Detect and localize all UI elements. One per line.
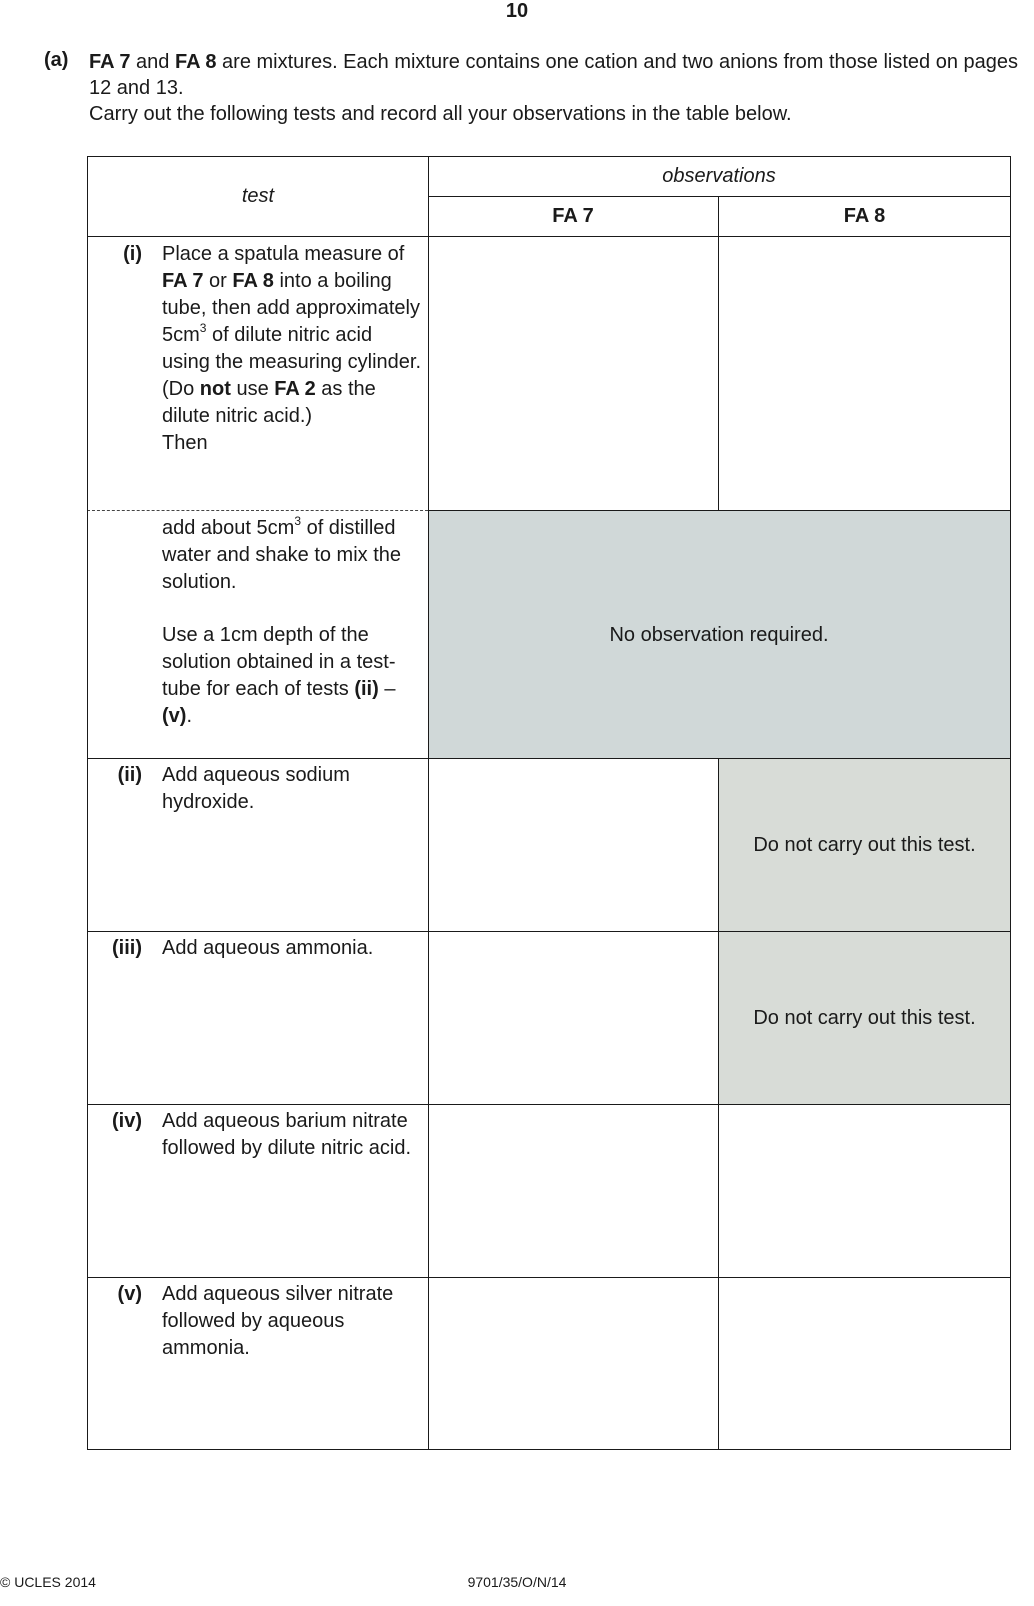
header-fa7: FA 7 xyxy=(552,205,594,227)
header-observations: observations xyxy=(662,165,776,187)
test-number-i: (i) xyxy=(123,243,142,265)
intro-fa8: FA 8 xyxy=(174,51,217,73)
answer-cell-v-fa8[interactable] xyxy=(719,1278,1010,1449)
test-iv-instruction: Add aqueous barium nitrate followed by dilute nitric acid. xyxy=(162,1110,412,1159)
question-intro xyxy=(89,49,1034,127)
intro-and: and xyxy=(130,51,175,73)
answer-cell-v-fa7[interactable] xyxy=(429,1278,718,1449)
test-i-usage-note: Use a 1cm depth of the solution obtained in a test-tube for each of tests (ii) – (v). xyxy=(162,624,396,727)
test-v-instruction: Add aqueous silver nitrate followed by aqueous ammonia. xyxy=(162,1283,394,1359)
no-observation-note: No observation required. xyxy=(609,624,829,646)
header-test: test xyxy=(241,185,275,207)
intro-instruction: Carry out the following tests and record all your observations in the table below. xyxy=(89,103,792,125)
fa8-skip-note-iii: Do not carry out this test. xyxy=(753,1007,976,1029)
answer-cell-i-fa7[interactable] xyxy=(429,237,718,510)
question-label: (a) xyxy=(44,49,69,71)
answer-cell-ii-fa7[interactable] xyxy=(429,759,718,931)
footer-copyright: © UCLES 2014 xyxy=(0,1574,96,1590)
test-number-ii: (ii) xyxy=(117,764,142,786)
intro-text: are mixtures. Each mixture contains one cation and two anions from those listed on pages 12 and 13. xyxy=(89,51,1019,99)
test-i-continuation: add about $5cm^3$ of distilled water and shake to mix the solution. xyxy=(162,514,402,593)
test-number-v: (v) xyxy=(117,1283,142,1305)
fa8-skip-note-ii: Do not carry out this test. xyxy=(753,834,976,856)
test-number-iii: (iii) xyxy=(112,937,142,959)
test-i-instruction: Place a spatula measure of FA 7 or FA 8 into a boiling tube, then add approximately $5cm^3$ of dilute nitric acid using the measuring cylinder. (Do not use FA 2 as the dilute nitric acid.) Then xyxy=(162,243,422,454)
page-number: 10 xyxy=(505,0,529,22)
intro-fa7: FA 7 xyxy=(89,51,131,73)
test-ii-instruction: Add aqueous sodium hydroxide. xyxy=(162,764,350,813)
answer-cell-i-fa8[interactable] xyxy=(719,237,1010,510)
answer-cell-iv-fa7[interactable] xyxy=(429,1105,718,1277)
header-fa8: FA 8 xyxy=(843,205,886,227)
footer-code: 9701/35/O/N/14 xyxy=(467,1574,567,1590)
test-iii-instruction: Add aqueous ammonia. xyxy=(162,937,374,959)
test-number-iv: (iv) xyxy=(112,1110,142,1132)
answer-cell-iii-fa7[interactable] xyxy=(429,932,718,1104)
answer-cell-iv-fa8[interactable] xyxy=(719,1105,1010,1277)
